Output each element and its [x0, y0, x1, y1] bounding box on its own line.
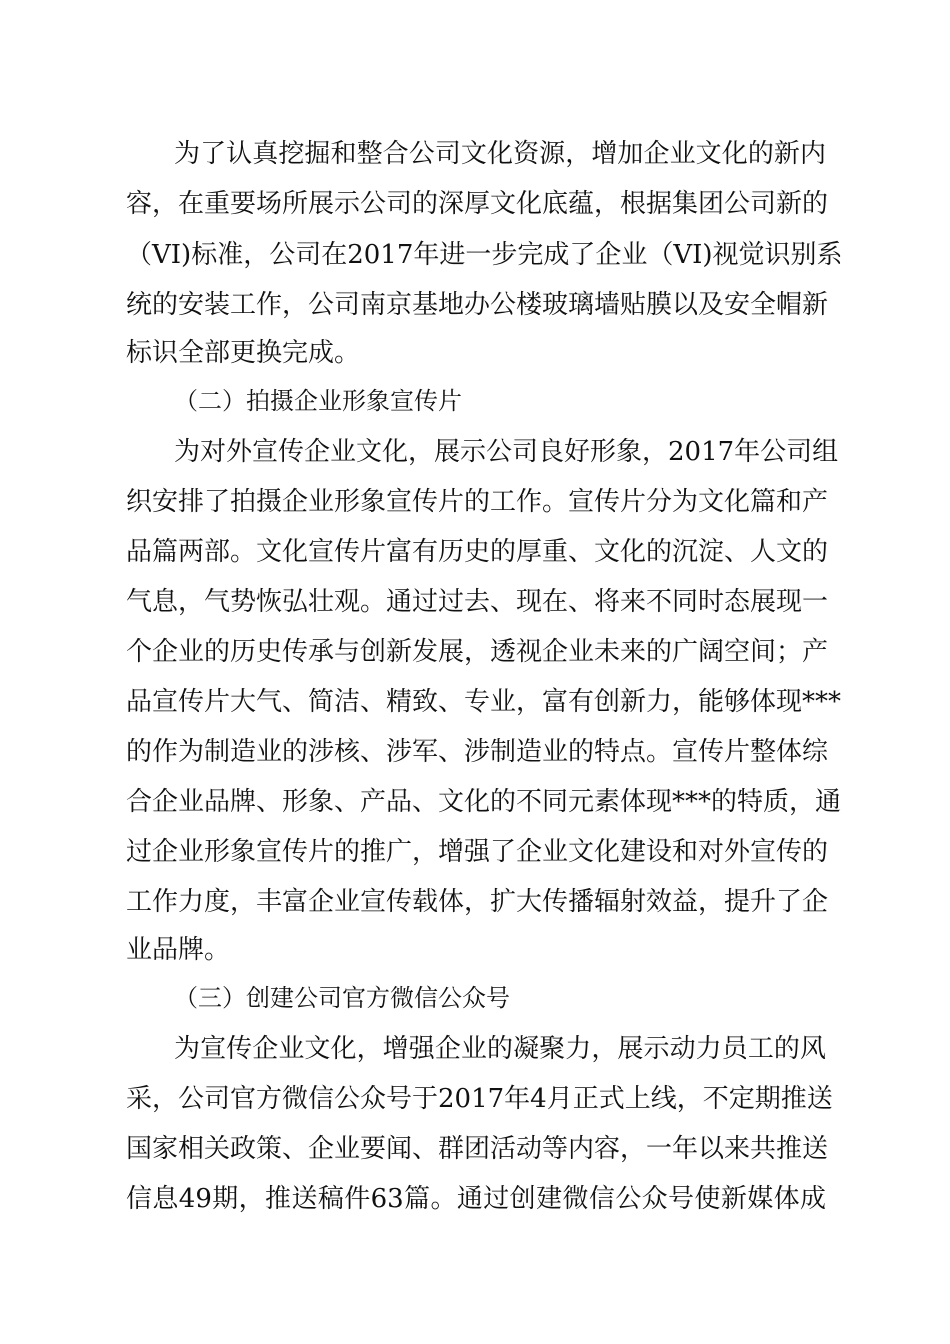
paragraph-2-line-4: 气息，气势恢弘壮观。通过过去、现在、将来不同时态展现一: [126, 587, 829, 617]
paragraph-2-line-9: 过企业形象宣传片的推广，增强了企业文化建设和对外宣传的: [126, 837, 829, 867]
paragraph-2-line-10: 工作力度，丰富企业宣传载体，扩大传播辐射效益，提升了企: [126, 887, 829, 917]
paragraph-1-line-1: 为了认真挖掘和整合公司文化资源，增加企业文化的新内: [174, 139, 826, 169]
paragraph-1-line-4: 统的安装工作，公司南京基地办公楼玻璃墙贴膜以及安全帽新: [126, 290, 829, 320]
paragraph-2-line-8: 合企业品牌、形象、产品、文化的不同元素体现***的特质，通: [126, 787, 842, 817]
paragraph-2-line-5: 个企业的历史传承与创新发展，透视企业未来的广阔空间；产: [126, 637, 829, 667]
paragraph-2-line-7: 的作为制造业的涉核、涉军、涉制造业的特点。宣传片整体综: [126, 737, 829, 767]
paragraph-3-line-3: 国家相关政策、企业要闻、群团活动等内容，一年以来共推送: [126, 1134, 829, 1164]
paragraph-2-line-6: 品宣传片大气、简洁、精致、专业，富有创新力，能够体现***: [126, 687, 842, 717]
paragraph-1-line-2: 容，在重要场所展示公司的深厚文化底蕴，根据集团公司新的: [126, 189, 829, 219]
paragraph-2-line-1: 为对外宣传企业文化，展示公司良好形象，2017年公司组: [174, 437, 839, 467]
paragraph-3-line-4: 信息49期，推送稿件63篇。通过创建微信公众号使新媒体成: [126, 1184, 826, 1214]
paragraph-2-line-11: 业品牌。: [126, 935, 231, 965]
section-heading-2: （二）拍摄企业形象宣传片: [174, 387, 462, 415]
paragraph-3-line-2: 采，公司官方微信公众号于2017年4月正式上线，不定期推送: [126, 1084, 833, 1114]
paragraph-3-line-1: 为宣传企业文化，增强企业的凝聚力，展示动力员工的风: [174, 1034, 826, 1064]
paragraph-2-line-2: 织安排了拍摄企业形象宣传片的工作。宣传片分为文化篇和产: [126, 487, 829, 517]
paragraph-1-line-3: （VI)标准，公司在2017年进一步完成了企业（VI)视觉识别系: [126, 240, 843, 270]
paragraph-1-line-5: 标识全部更换完成。: [126, 338, 361, 368]
paragraph-2-line-3: 品篇两部。文化宣传片富有历史的厚重、文化的沉淀、人文的: [126, 537, 829, 567]
section-heading-3: （三）创建公司官方微信公众号: [174, 984, 510, 1012]
